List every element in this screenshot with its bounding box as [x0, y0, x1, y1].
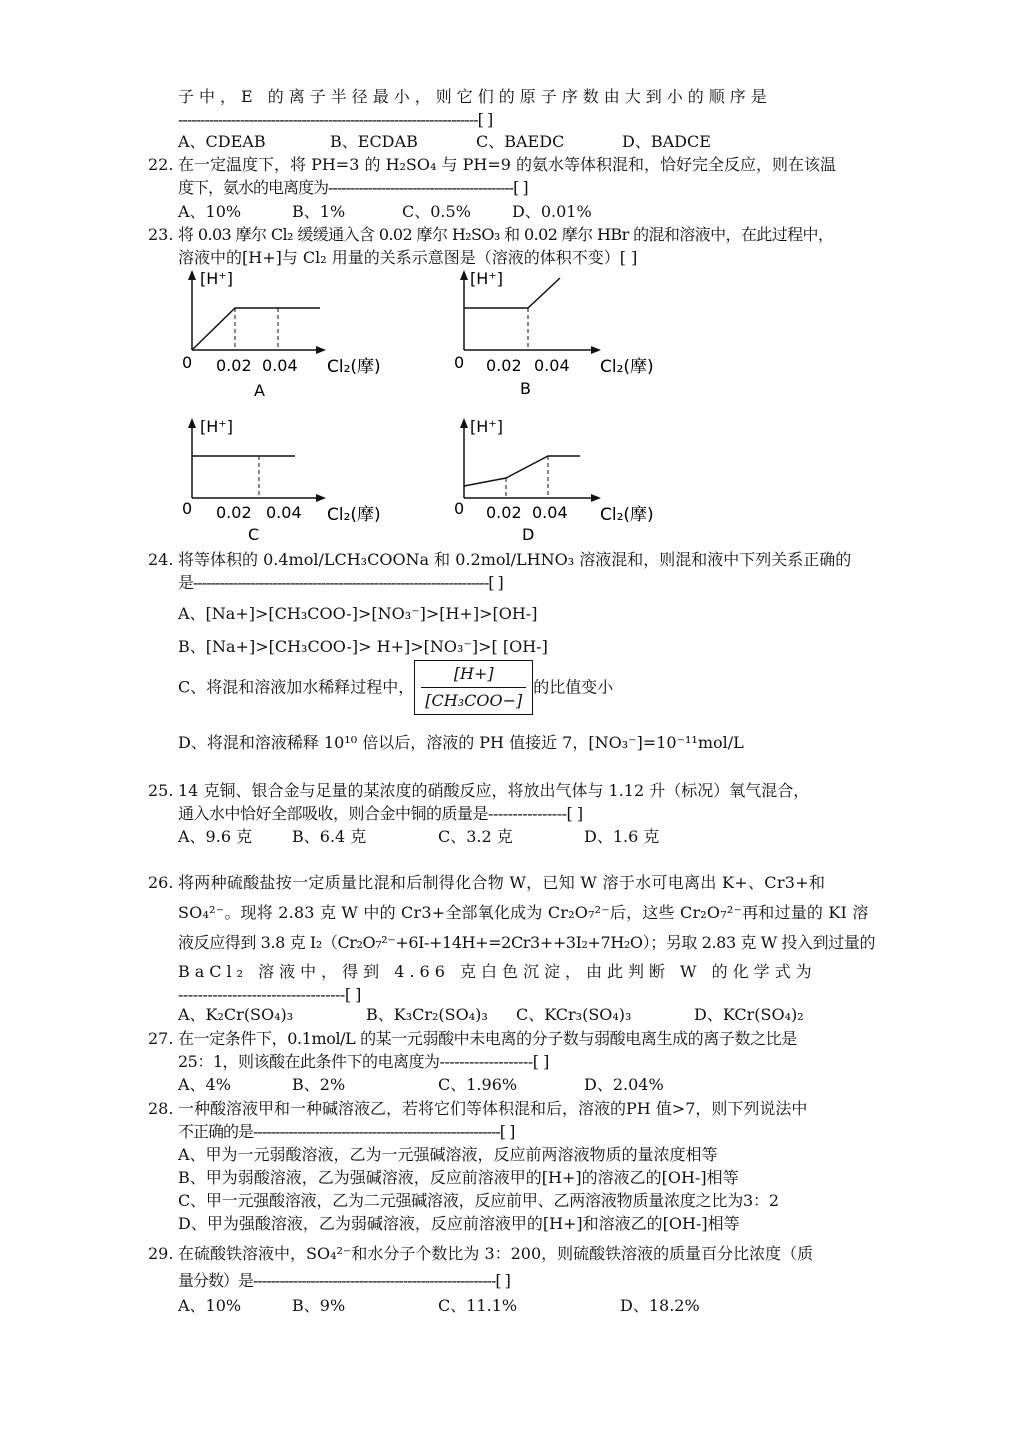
q27-line1: 在一定条件下，0.1mol/L 的某一元弱酸中未电离的分子数与弱酸电离生成的离子数之比是 [178, 1029, 797, 1048]
q26-line4: BaCl₂ 溶液中，得到 4.66 克白色沉淀，由此判断 W 的化学式为 [178, 962, 817, 981]
q25-line2: 通入水中恰好全部吸收，则合金中铜的质量是----------------[ ] [178, 804, 583, 823]
q26-line2: SO₄²⁻。现将 2.83 克 W 中的 Cr3+全部氧化成为 Cr₂O₇²⁻后，这些 Cr₂O₇²⁻再和过量的 KI 溶 [178, 903, 869, 922]
graph-a-label: A [254, 381, 265, 400]
q26-line3: 液反应得到 3.8 克 I₂（Cr₂O₇²⁻+6I-+14H+=2Cr3++3I₂+7H₂O）；另取 2.83 克 W 投入到过量的 [178, 933, 876, 952]
q23-line1: 将 0.03 摩尔 Cl₂ 缓缓通入含 0.02 摩尔 H₂SO₃ 和 0.02 摩尔 HBr 的混和溶液中，在此过程中， [178, 225, 834, 244]
graph-d-tick-2: 0.04 [532, 503, 568, 522]
graph-c-tick-1: 0.02 [216, 503, 252, 522]
q21-option-a: A、CDEAB [178, 132, 266, 151]
q27-option-c: C、1.96% [438, 1075, 518, 1094]
q21-option-c: C、BAEDC [476, 132, 565, 151]
graph-a-tick-2: 0.04 [262, 356, 298, 375]
q24-option-c [178, 660, 613, 715]
graph-d-xlabel: Cl₂(摩) [600, 505, 654, 525]
q28-option-d: D、甲为强酸溶液，乙为弱碱溶液，反应前溶液甲的[H+]和溶液乙的[OH-]相等 [178, 1214, 740, 1233]
q29-option-a: A、10% [178, 1296, 242, 1315]
graph-b-origin: 0 [454, 353, 465, 372]
q25-line1: 14 克铜、银合金与足量的某浓度的硝酸反应，将放出气体与 1.12 升（标况）氧气混合， [178, 781, 810, 800]
q25-option-a: A、9.6 克 [178, 827, 253, 846]
graph-d-ylabel: [H⁺] [470, 417, 503, 436]
q24-number: 24. [148, 550, 174, 569]
graph-a-origin: 0 [182, 353, 193, 372]
graph-c-label: C [248, 525, 260, 544]
q21-line1: 子中，E 的离子半径最小，则它们的原子序数由大到小的顺序是 [178, 87, 772, 106]
graph-b-label: B [520, 379, 531, 398]
q29-line2: 量分数）是-------------------------------------------------------[ ] [178, 1271, 510, 1290]
q28-option-c: C、甲一元强酸溶液，乙为二元强碱溶液，反应前甲、乙两溶液物质量浓度之比为3：2 [178, 1191, 779, 1210]
q29-line1: 在硫酸铁溶液中，SO₄²⁻和水分子个数比为 3：200，则硫酸铁溶液的质量百分比浓度（质 [178, 1244, 814, 1263]
q23-number: 23. [148, 225, 174, 244]
graph-b-ylabel: [H⁺] [470, 269, 503, 288]
q27-option-b: B、2% [292, 1075, 346, 1094]
q26-option-c: C、KCr₃(SO₄)₃ [516, 1005, 632, 1024]
q22-option-a: A、10% [178, 202, 242, 221]
q22-option-b: B、1% [292, 202, 346, 221]
q27-line2: 25：1，则该酸在此条件下的电离度为-------------------[ ] [178, 1052, 549, 1071]
q24-option-c-numerator: [H+] [421, 663, 526, 688]
q21-line2: --------------------------------------------------------------------[ ] [178, 110, 493, 129]
graph-d-origin: 0 [454, 499, 465, 518]
graph-b-tick-2: 0.04 [534, 356, 570, 375]
q24-option-c-pre: C、将混和溶液加水稀释过程中， [178, 677, 415, 697]
q24-option-c-post: 的比值变小 [533, 677, 614, 697]
q26-option-a: A、K₂Cr(SO₄)₃ [178, 1005, 294, 1024]
q25-number: 25. [148, 781, 174, 800]
q26-line1: 将两种硫酸盐按一定质量比混和后制得化合物 W，已知 W 溶于水可电离出 K+、Cr3+和 [178, 873, 826, 892]
q26-option-b: B、K₃Cr₂(SO₄)₃ [366, 1005, 488, 1024]
q26-option-d: D、KCr(SO₄)₂ [694, 1005, 804, 1024]
q25-option-c: C、3.2 克 [438, 827, 513, 846]
q28-line1: 一种酸溶液甲和一种碱溶液乙，若将它们等体积混和后，溶液的PH 值>7，则下列说法中 [178, 1099, 808, 1118]
q26-line5: ----------------------------------[ ] [178, 985, 361, 1004]
q29-option-c: C、11.1% [438, 1296, 518, 1315]
graph-c-xlabel: Cl₂(摩) [327, 505, 381, 525]
q24-option-c-denominator: [CH₃COO−] [425, 691, 523, 710]
graph-d-label: D [522, 525, 535, 544]
q24-option-b: B、[Na+]>[CH₃COO-]> H+]>[NO₃⁻]>[ [OH-] [178, 637, 548, 656]
graph-b [450, 262, 700, 407]
graph-c-tick-2: 0.04 [266, 503, 302, 522]
graph-c-origin: 0 [182, 499, 193, 518]
q24-line2: 是-------------------------------------------------------------------[ ] [178, 573, 503, 592]
q25-option-b: B、6.4 克 [292, 827, 367, 846]
q26-number: 26. [148, 873, 174, 892]
graph-c [170, 410, 420, 545]
q27-number: 27. [148, 1029, 174, 1048]
graph-b-tick-1: 0.02 [486, 356, 522, 375]
q21-option-b: B、ECDAB [330, 132, 418, 151]
q28-number: 28. [148, 1099, 174, 1118]
graph-d-tick-1: 0.02 [486, 503, 522, 522]
q24-option-d: D、将混和溶液稀释 10¹⁰ 倍以后，溶液的 PH 值接近 7，[NO₃⁻]=10⁻¹¹mol/L [178, 733, 744, 752]
q23-line2: 溶液中的[H+]与 Cl₂ 用量的关系示意图是（溶液的体积不变）[ ] [178, 248, 638, 267]
q29-option-b: B、9% [292, 1296, 346, 1315]
q29-number: 29. [148, 1244, 174, 1263]
graph-b-xlabel: Cl₂(摩) [600, 357, 654, 377]
graph-a-tick-1: 0.02 [216, 356, 252, 375]
graph-c-ylabel: [H⁺] [200, 417, 233, 436]
graph-a [170, 262, 420, 407]
q25-option-d: D、1.6 克 [584, 827, 660, 846]
graph-a-xlabel: Cl₂(摩) [327, 357, 381, 377]
q22-option-d: D、0.01% [512, 202, 592, 221]
q28-option-b: B、甲为弱酸溶液，乙为强碱溶液，反应前溶液甲的[H+]的溶液乙的[OH-]相等 [178, 1168, 739, 1187]
q21-option-d: D、BADCE [622, 132, 711, 151]
graph-d [450, 410, 700, 545]
q24-line1: 将等体积的 0.4mol/LCH₃COONa 和 0.2mol/LHNO₃ 溶液混和，则混和液中下列关系正确的 [178, 550, 852, 569]
q22-option-c: C、0.5% [402, 202, 471, 221]
q28-line2: 不正确的是--------------------------------------------------------[ ] [178, 1122, 515, 1141]
q29-option-d: D、18.2% [620, 1296, 700, 1315]
q22-line1: 在一定温度下，将 PH=3 的 H₂SO₄ 与 PH=9 的氨水等体积混和，恰好完全反应，则在该温 [178, 155, 836, 174]
q24-option-c-fraction [414, 660, 533, 715]
q27-option-a: A、4% [178, 1075, 231, 1094]
q22-line2: 度下，氨水的电离度为------------------------------------------[ ] [178, 178, 528, 197]
q28-option-a: A、甲为一元弱酸溶液，乙为一元强碱溶液，反应前两溶液物质的量浓度相等 [178, 1145, 718, 1164]
q22-number: 22. [148, 155, 174, 174]
q27-option-d: D、2.04% [584, 1075, 664, 1094]
q24-option-a: A、[Na+]>[CH₃COO-]>[NO₃⁻]>[H+]>[OH-] [178, 604, 538, 623]
graph-a-ylabel: [H⁺] [200, 269, 233, 288]
